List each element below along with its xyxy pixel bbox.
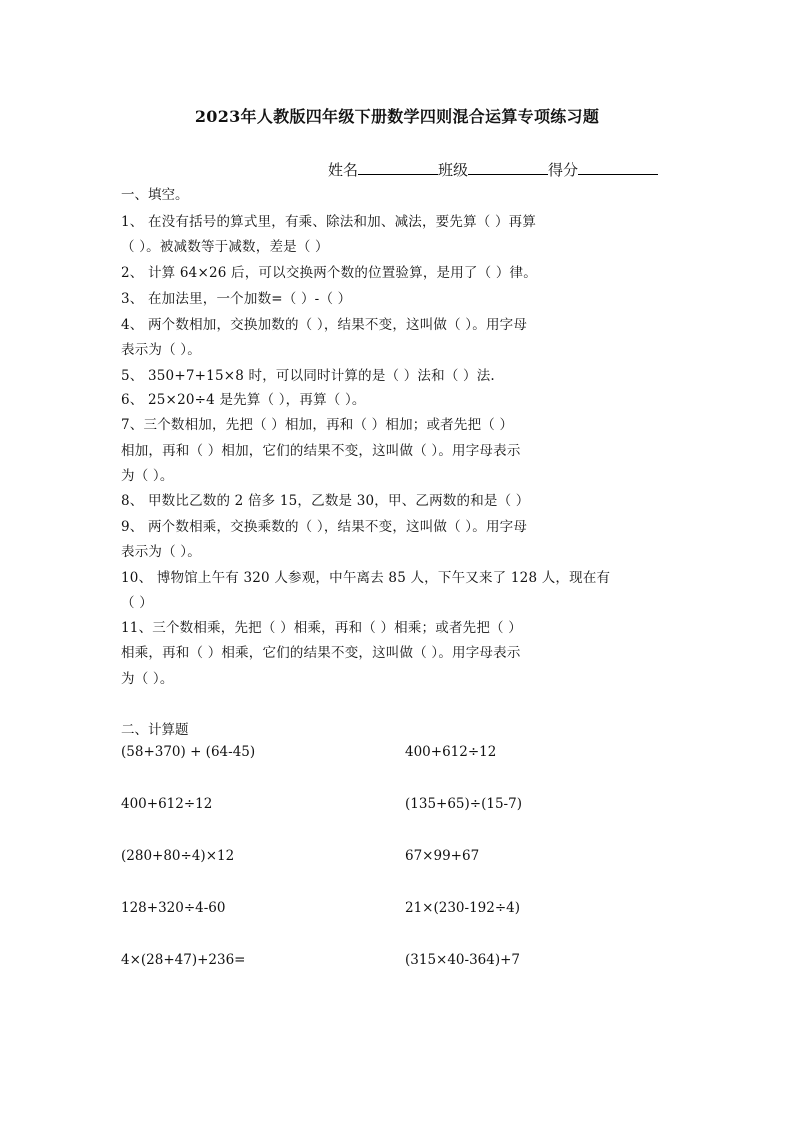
question-line: 6、 25×20÷4 是先算（ ），再算（ ）。 (121, 392, 366, 408)
question-line: 表示为（ ）。 (121, 544, 201, 560)
question-line: 3、 在加法里，一个加数=（ ）-（ ） (121, 291, 352, 307)
name-blank[interactable] (358, 160, 438, 175)
question-line: 相加，再和（ ）相加，它们的结果不变，这叫做（ ）。用字母表示 (121, 443, 521, 459)
question-line: 9、 两个数相乘，交换乘数的（ ），结果不变，这叫做（ ）。用字母 (121, 519, 528, 535)
question-line: 1、 在没有括号的算式里，有乘、除法和加、减法，要先算（ ）再算 (121, 214, 537, 230)
calc-problem: 400+612÷12 (121, 796, 213, 812)
calc-problem: 67×99+67 (405, 848, 480, 864)
question-line: 2、 计算 64×26 后，可以交换两个数的位置验算，是用了（ ）律。 (121, 265, 537, 281)
question-line: 7、三个数相加，先把（ ）相加，再和（ ）相加；或者先把（ ） (121, 417, 514, 433)
student-info-row (328, 159, 658, 180)
calc-problem: 21×(230-192÷4) (405, 900, 521, 916)
calc-problem: (315×40-364)+7 (405, 952, 521, 968)
section-fill-blank-heading: 一、填空。 (121, 187, 189, 203)
question-line: 4、 两个数相加，交换加数的（ ），结果不变，这叫做（ ）。用字母 (121, 317, 528, 333)
question-line: 为（ ）。 (121, 468, 174, 484)
class-label: 班级 (438, 161, 469, 179)
question-line: 5、 350+7+15×8 时，可以同时计算的是（ ）法和（ ）法. (121, 368, 495, 384)
question-line: 表示为（ ）。 (121, 342, 201, 358)
question-line: （ ） (121, 595, 153, 611)
question-line: 相乘，再和（ ）相乘，它们的结果不变，这叫做（ ）。用字母表示 (121, 645, 521, 661)
question-line: （ ）。被减数等于减数，差是（ ） (121, 239, 329, 255)
name-label: 姓名 (328, 161, 359, 179)
calc-problem: 400+612÷12 (405, 744, 497, 760)
question-line: 11、三个数相乘，先把（ ）相乘，再和（ ）相乘；或者先把（ ） (121, 620, 522, 636)
question-line: 为（ ）。 (121, 671, 174, 687)
score-blank[interactable] (578, 160, 658, 175)
calc-problem: (280+80÷4)×12 (121, 848, 235, 864)
class-blank[interactable] (468, 160, 548, 175)
question-line: 10、 博物馆上午有 320 人参观，中午离去 85 人，下午又来了 128 人，现在有 (121, 570, 611, 586)
calc-problem: (58+370) + (64-45) (121, 744, 256, 760)
section-calculation-heading: 二、计算题 (121, 722, 189, 738)
score-label: 得分 (548, 161, 579, 179)
question-line: 8、 甲数比乙数的 2 倍多 15，乙数是 30，甲、乙两数的和是（ ） (121, 493, 530, 509)
page-title: 2023年人教版四年级下册数学四则混合运算专项练习题 (194, 107, 600, 126)
calc-problem: 4×(28+47)+236= (121, 952, 246, 968)
calc-problem: 128+320÷4-60 (121, 900, 226, 916)
calc-problem: (135+65)÷(15-7) (405, 796, 522, 812)
